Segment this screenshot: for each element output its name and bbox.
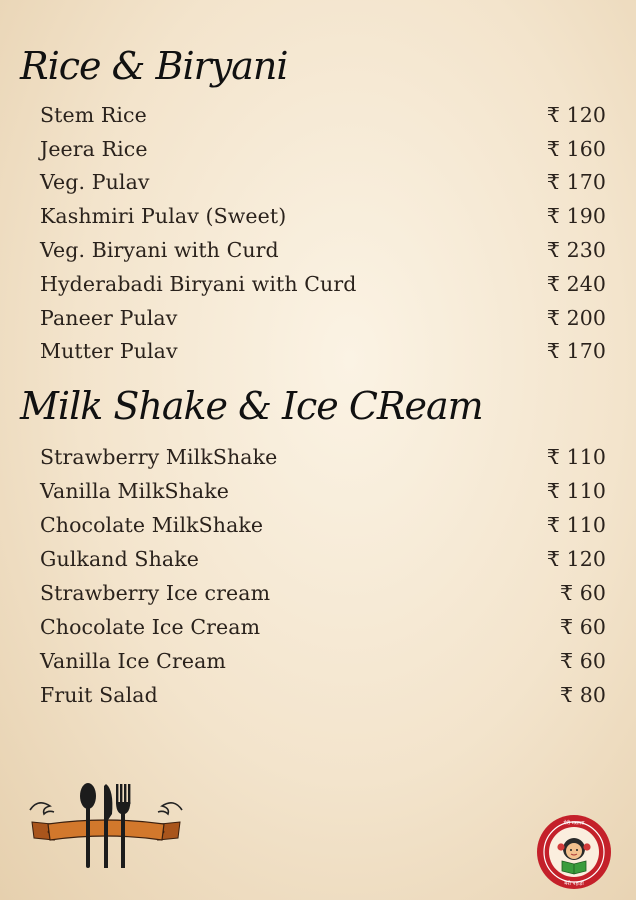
item-name: Paneer Pulav xyxy=(40,305,178,330)
menu-item xyxy=(40,610,606,644)
menu-list-rice-biryani xyxy=(40,98,606,368)
item-price: ₹ 110 xyxy=(546,479,606,503)
item-name: Mutter Pulav xyxy=(40,339,178,364)
item-name: Vanilla MilkShake xyxy=(40,479,230,503)
item-name: Vanilla Ice Cream xyxy=(40,649,226,673)
item-name: Veg. Pulav xyxy=(40,170,150,195)
item-name: Stem Rice xyxy=(40,102,147,127)
cutlery-banner-icon xyxy=(26,780,186,875)
menu-item xyxy=(40,542,606,576)
item-price: ₹ 60 xyxy=(559,615,606,639)
item-price: ₹ 240 xyxy=(546,271,606,296)
girl-reading-seal-logo xyxy=(533,813,615,891)
item-name: Veg. Biryani with Curd xyxy=(40,238,279,263)
item-price: ₹ 200 xyxy=(546,305,606,330)
item-name: Kashmiri Pulav (Sweet) xyxy=(40,204,287,229)
item-price: ₹ 120 xyxy=(546,102,606,127)
item-price: ₹ 230 xyxy=(546,238,606,263)
item-name: Hyderabadi Biryani with Curd xyxy=(40,271,357,296)
menu-item xyxy=(40,199,606,233)
logo-text-top: मेरी मसाला xyxy=(563,820,585,827)
item-name: Jeera Rice xyxy=(40,136,148,161)
menu-item xyxy=(40,267,606,301)
menu-item xyxy=(40,98,606,132)
section-title-milkshake-icecream: Milk Shake & Ice CReam xyxy=(20,384,483,428)
item-name: Gulkand Shake xyxy=(40,547,199,571)
menu-list-milkshake-icecream xyxy=(40,440,606,712)
menu-item xyxy=(40,233,606,267)
menu-item xyxy=(40,440,606,474)
menu-item xyxy=(40,474,606,508)
menu-item xyxy=(40,166,606,200)
item-price: ₹ 60 xyxy=(559,581,606,605)
item-price: ₹ 60 xyxy=(559,649,606,673)
item-price: ₹ 190 xyxy=(546,204,606,229)
menu-item xyxy=(40,508,606,542)
menu-item xyxy=(40,335,606,369)
item-price: ₹ 170 xyxy=(546,170,606,195)
item-name: Chocolate MilkShake xyxy=(40,513,264,537)
item-price: ₹ 170 xyxy=(546,339,606,364)
menu-item xyxy=(40,132,606,166)
menu-item xyxy=(40,301,606,335)
menu-item xyxy=(40,678,606,712)
menu-item xyxy=(40,576,606,610)
item-name: Fruit Salad xyxy=(40,683,158,707)
item-price: ₹ 80 xyxy=(559,683,606,707)
item-name: Strawberry Ice cream xyxy=(40,581,271,605)
menu-item xyxy=(40,644,606,678)
item-price: ₹ 120 xyxy=(546,547,606,571)
item-name: Chocolate Ice Cream xyxy=(40,615,261,639)
item-name: Strawberry MilkShake xyxy=(40,445,278,469)
item-price: ₹ 160 xyxy=(546,136,606,161)
logo-text-bottom: मेरी पहाड़ी xyxy=(564,881,584,887)
item-price: ₹ 110 xyxy=(546,513,606,537)
item-price: ₹ 110 xyxy=(546,445,606,469)
section-title-rice-biryani: Rice & Biryani xyxy=(20,44,288,88)
